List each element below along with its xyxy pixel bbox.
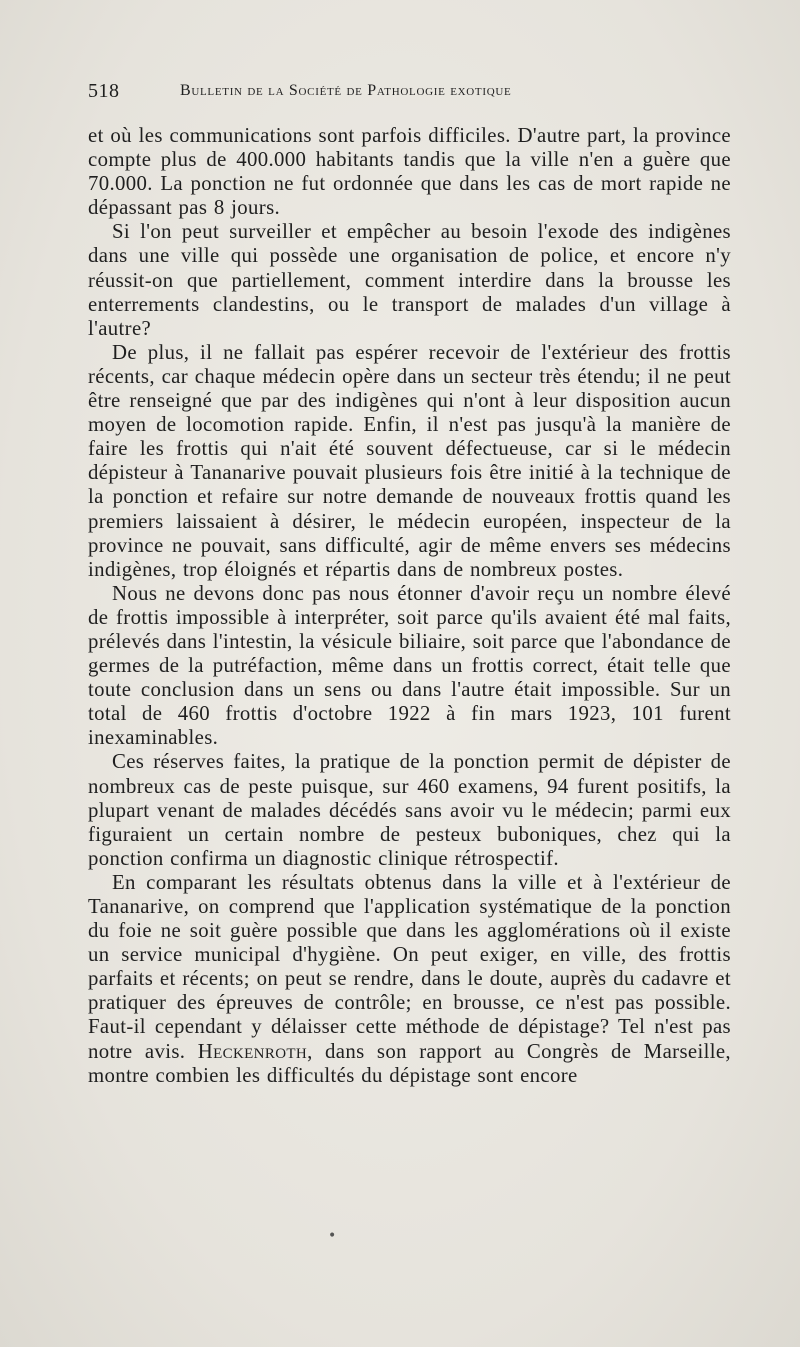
- body-text: [88, 124, 731, 1088]
- footer-mark: •: [328, 1228, 337, 1244]
- paragraph: Ces réserves faites, la pratique de la ponction permit de dépister de nombreux cas de peste puisque, sur 460 examens, 94 furent positifs, la plupart venant de malades décédés sans avoir vu le médecin; parmi eux figuraient un certain nombre de pesteux buboniques, chez qui la ponction confirma un diagnostic clinique rétrospectif.: [88, 750, 731, 870]
- author-name: Heckenroth: [197, 1039, 308, 1063]
- page-header: [88, 80, 728, 108]
- paragraph: Nous ne devons donc pas nous étonner d'avoir reçu un nombre élevé de frottis impossible à interpréter, soit parce qu'ils avaient été mal faits, prélevés dans l'intestin, la vésicule biliaire, soit parce que l'abondance de germes de la putréfaction, même dans un frottis correct, était telle que toute conclusion dans un sens ou dans l'autre était impossible. Sur un total de 460 frottis d'octobre 1922 à fin mars 1923, 101 furent inexaminables.: [88, 581, 731, 750]
- paragraph-text: En comparant les résultats obtenus dans la ville et à l'extérieur de Tananarive, on comprend que l'application systématique de la ponction du foie ne soit guère possible que dans les agglomérations où il existe un service municipal d'hygiène. On peut exiger, en ville, des frottis parfaits et récents; on peut se rendre, dans le doute, auprès du cadavre et pratiquer des épreuves de contrôle; en brousse, ce n'est pas possible. Faut-il cependant y délaisser cette méthode de dépistage? Tel n'est pas notre avis.: [88, 870, 731, 1063]
- paragraph: [88, 871, 731, 1088]
- page-number: 518: [88, 80, 120, 102]
- paragraph: De plus, il ne fallait pas espérer recevoir de l'extérieur des frottis récents, car chaque médecin opère dans un secteur très étendu; il ne peut être renseigné que par des indigènes qui n'ont à leur disposition aucun moyen de locomotion rapide. Enfin, il n'est pas jusqu'à la manière de faire les frottis qui n'ait été souvent défectueuse, car si le médecin dépisteur à Tananarive pouvait plusieurs fois être initié à la technique de la ponction et refaire sur notre demande de nouveaux frottis quand les premiers laissaient à désirer, le médecin européen, inspecteur de la province ne pouvait, sans difficulté, agir de même envers ses médecins indigènes, trop éloignés et répartis dans de nombreux postes.: [88, 340, 731, 581]
- paragraph-tail-text: , dans son rapport au Congrès de Marseille, montre combien les difficultés du dépistage sont encore: [88, 1039, 731, 1087]
- paragraph: Si l'on peut surveiller et empêcher au besoin l'exode des indigènes dans une ville qui possède une organisation de police, et encore n'y réussit-on que partiellement, comment interdire dans la brousse les enterrements clandestins, ou le transport de malades d'un village à l'autre?: [88, 220, 731, 340]
- paragraph-continuation: et où les communications sont parfois difficiles. D'autre part, la province compte plus de 400.000 habitants tandis que la ville n'en a guère que 70.000. La ponction ne fut ordonnée que dans les cas de mort rapide ne dépassant pas 8 jours.: [88, 124, 731, 220]
- running-head: Bulletin de la Société de Pathologie exotique: [180, 82, 512, 99]
